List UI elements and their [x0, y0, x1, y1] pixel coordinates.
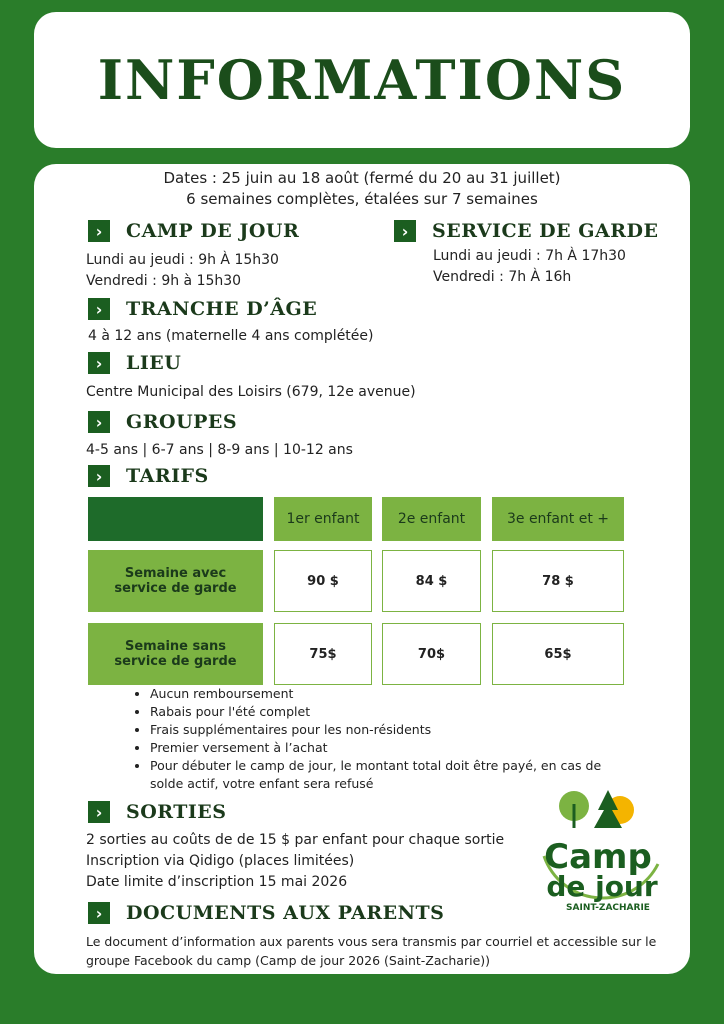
documents-title: DOCUMENTS AUX PARENTS: [126, 902, 445, 924]
camp-line2: Vendredi : 9h à 15h30: [86, 273, 242, 289]
list-item: • Premier versement à l’achat: [150, 739, 632, 757]
list-item: • Pour débuter le camp de jour, le montant total doit être payé, en cas de solde actif, votre enfant sera refusé: [150, 757, 632, 793]
dates-line2: 6 semaines complètes, étalées sur 7 semaines: [186, 190, 538, 208]
sorties-line3: Date limite d’inscription 15 mai 2026: [86, 874, 348, 890]
chevron-right-icon: ›: [88, 352, 110, 374]
logo-word2: de jour: [546, 870, 658, 903]
age-text: 4 à 12 ans (maternelle 4 ans complétée): [88, 328, 374, 344]
table-header: 3e enfant et +: [492, 497, 624, 541]
garde-hours: [433, 246, 626, 288]
section-tarifs: [88, 465, 209, 487]
camp-title: CAMP DE JOUR: [126, 220, 300, 242]
dates-line1: Dates : 25 juin au 18 août (fermé du 20 au 31 juillet): [163, 169, 561, 187]
camp-hours: [86, 250, 279, 292]
row-label-avec-garde: Semaine avec service de garde: [88, 550, 263, 612]
lieu-title: LIEU: [126, 352, 182, 374]
section-groupes: [88, 411, 237, 433]
price-cell: 70$: [382, 623, 481, 685]
chevron-right-icon: ›: [88, 411, 110, 433]
row-label-sans-garde: Semaine sans service de garde: [88, 623, 263, 685]
price-cell: 75$: [274, 623, 372, 685]
price-cell: 90 $: [274, 550, 372, 612]
list-item: • Rabais pour l'été complet: [150, 703, 632, 721]
title-card: [34, 12, 690, 148]
camp-logo: [526, 784, 676, 914]
garde-line2: Vendredi : 7h À 16h: [433, 269, 572, 285]
section-tranche-age: [88, 298, 317, 320]
section-sorties: [88, 801, 226, 823]
list-item: • Frais supplémentaires pour les non-résidents: [150, 721, 632, 739]
page-title: INFORMATIONS: [97, 48, 627, 112]
chevron-right-icon: ›: [88, 465, 110, 487]
chevron-right-icon: ›: [88, 220, 110, 242]
dates-block: [34, 168, 690, 210]
tarifs-title: TARIFS: [126, 465, 209, 487]
logo-word1: Camp: [544, 837, 652, 877]
tarifs-notes: [132, 685, 632, 793]
garde-title: SERVICE DE GARDE: [432, 220, 659, 242]
groupes-text: 4-5 ans | 6-7 ans | 8-9 ans | 10-12 ans: [86, 442, 353, 458]
camp-logo-icon: [526, 784, 676, 914]
camp-line1: Lundi au jeudi : 9h À 15h30: [86, 252, 279, 268]
table-corner: [88, 497, 263, 541]
documents-text: Le document d’information aux parents vous sera transmis par courriel et accessible sur le groupe Facebook du camp (Camp de jour 2026 (Saint-Zacharie)): [86, 934, 657, 968]
info-card: [34, 164, 690, 974]
table-header: 2e enfant: [382, 497, 481, 541]
price-cell: 78 $: [492, 550, 624, 612]
section-lieu: [88, 352, 181, 374]
lieu-text: Centre Municipal des Loisirs (679, 12e avenue): [86, 384, 416, 400]
sorties-title: SORTIES: [126, 801, 227, 823]
sorties-line2: Inscription via Qidigo (places limitées): [86, 853, 355, 869]
section-documents: [88, 902, 444, 924]
section-camp-de-jour: [88, 220, 299, 242]
garde-line1: Lundi au jeudi : 7h À 17h30: [433, 248, 626, 264]
sorties-line1: 2 sorties au coûts de de 15 $ par enfant pour chaque sortie: [86, 832, 505, 848]
logo-place: SAINT-ZACHARIE: [566, 903, 650, 913]
section-service-de-garde: [394, 220, 658, 242]
chevron-right-icon: ›: [394, 220, 416, 242]
chevron-right-icon: ›: [88, 298, 110, 320]
price-cell: 84 $: [382, 550, 481, 612]
age-title: TRANCHE D’ÂGE: [126, 298, 318, 320]
chevron-right-icon: ›: [88, 902, 110, 924]
groupes-title: GROUPES: [126, 411, 238, 433]
chevron-right-icon: ›: [88, 801, 110, 823]
price-cell: 65$: [492, 623, 624, 685]
sorties-text: [86, 830, 504, 893]
list-item: • Aucun remboursement: [150, 685, 632, 703]
table-header: 1er enfant: [274, 497, 372, 541]
